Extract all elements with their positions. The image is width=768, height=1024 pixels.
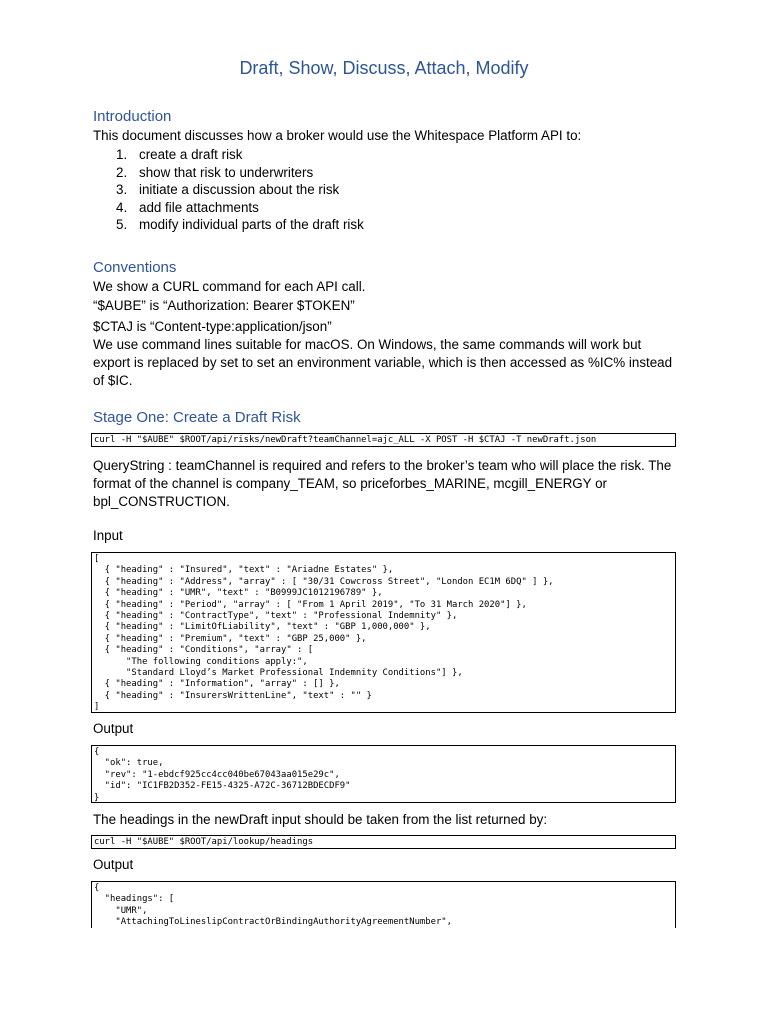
input-label: Input — [93, 528, 123, 543]
headings-paragraph: The headings in the newDraft input should be taken from the list returned by: — [93, 812, 548, 827]
output-label: Output — [93, 857, 134, 872]
list-item: 2. show that risk to underwriters — [116, 164, 314, 180]
introduction-lead: This document discusses how a broker would use the Whitespace Platform API to: — [93, 128, 582, 143]
conventions-line: We show a CURL command for each API call. — [93, 279, 366, 294]
list-item: 3. initiate a discussion about the risk — [116, 182, 340, 198]
introduction-list — [116, 146, 364, 234]
output-code-block: { "ok": true, "rev": "1-ebdcf925cc4cc040be67043aa015e29c", "id": "IC1FB2D352-FE15-4325-A72C-36712BDECDF9" } — [91, 745, 676, 803]
output-label: Output — [93, 721, 134, 736]
document-title: Draft, Show, Discuss, Attach, Modify — [239, 58, 529, 78]
querystring-paragraph: QueryString : teamChannel is required and refers to the broker’s team who will place the risk. The format of the channel is company_TEAM, so priceforbes_MARINE, mcgill_ENERGY or bpl_CONSTRUCTION. — [93, 458, 672, 509]
list-item: 5. modify individual parts of the draft risk — [116, 217, 364, 233]
introduction-heading: Introduction — [93, 108, 172, 125]
conventions-paragraph: We use command lines suitable for macOS. On Windows, the same commands will work but export is replaced by set to set an environment variable, which is then accessed as %IC% instead of $IC. — [93, 337, 673, 388]
stage-one-heading: Stage One: Create a Draft Risk — [93, 409, 301, 426]
conventions-line: $CTAJ is “Content-type:application/json” — [93, 319, 332, 334]
lookup-command: curl -H "$AUBE" $ROOT/api/lookup/headings — [91, 835, 676, 849]
list-item: 1. create a draft risk — [116, 147, 243, 162]
input-code-block: [ { "heading" : "Insured", "text" : "Ariadne Estates" }, { "heading" : "Address", "array" : [ "30/31 Cowcross Street", "London EC1M 6DQ" ] }, { "heading" : "UMR", "text" : "B0999JC1012196789" }, { "heading" : "Period", "array" : [ "From 1 April 2019", "To 31 March 2020"] }, { "heading" : "ContractType", "text" : "Professional Indemnity" }, { "heading" : "LimitOfLiability", "text" : "GBP 1,000,000" }, { "heading" : "Premium", "text" : "GBP 25,000" }, { "heading" : "Conditions", "array" : [ "The following conditions apply:", "Standard Lloyd’s Market Professional Indemnity Conditions"] }, { "heading" : "Information", "array" : [] }, { "heading" : "InsurersWrittenLine", "text" : "" } ] — [91, 552, 676, 713]
list-item: 4. add file attachments — [116, 199, 259, 215]
conventions-heading: Conventions — [93, 259, 177, 276]
headings-output-code-block: { "headings": [ "UMR", "AttachingToLineslipContractOrBindingAuthorityAgreementNumber", — [91, 881, 676, 928]
conventions-line: “$AUBE” is “Authorization: Bearer $TOKEN” — [93, 298, 355, 313]
newdraft-command: curl -H "$AUBE" $ROOT/api/risks/newDraft?teamChannel=ajc_ALL -X POST -H $CTAJ -T newDraft.json — [91, 433, 676, 447]
